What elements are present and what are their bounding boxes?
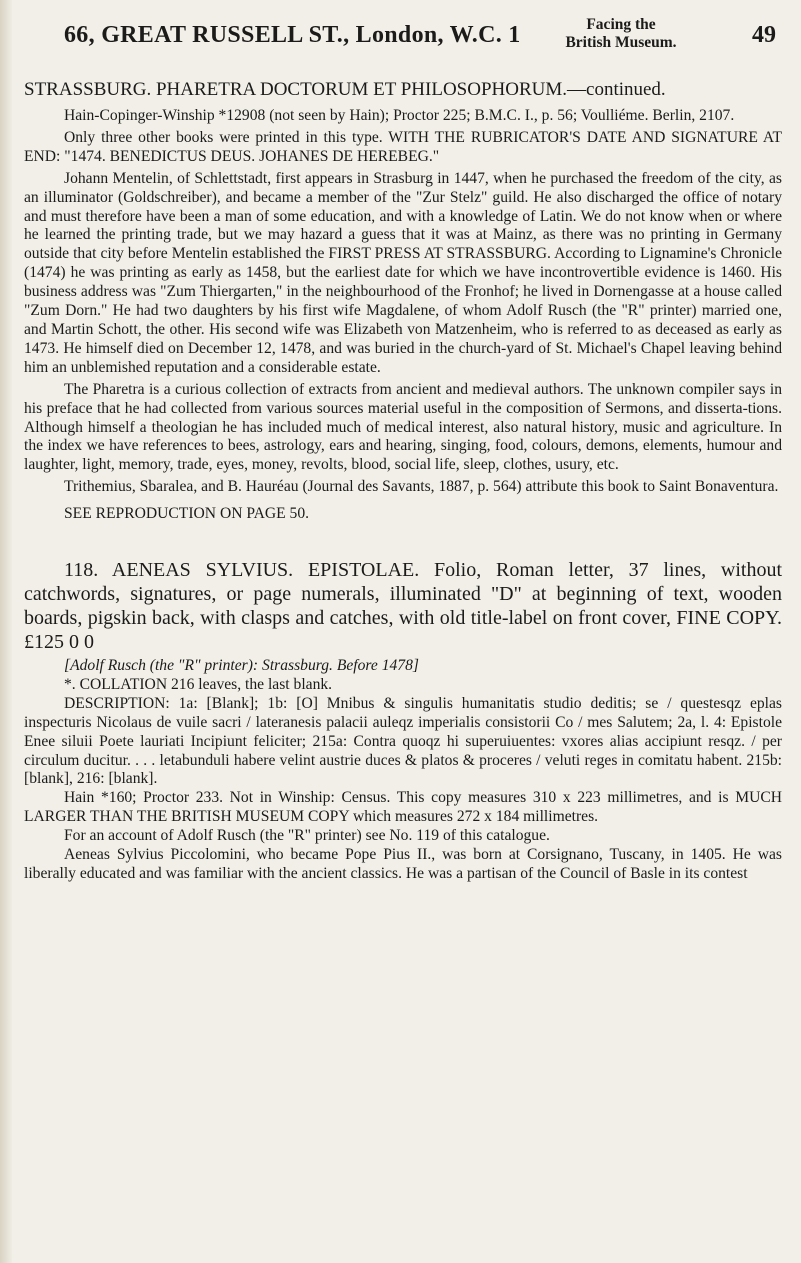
- reference-paragraph: Hain-Copinger-Winship *12908 (not seen by Hain); Proctor 225; B.M.C. I., p. 56; Voulliéme. Berlin, 2107.: [64, 107, 735, 124]
- location-note-line2: British Museum.: [565, 34, 677, 51]
- attribution-paragraph: Trithemius, Sbaralea, and B. Hauréau (Journal des Savants, 1887, p. 564) attribute this book to Saint Bonaventura.: [64, 478, 779, 496]
- page-body: [24, 79, 782, 884]
- mentelin-paragraph: Johann Mentelin, of Schlettstadt, first appears in Strasburg in 1447, when he purchased the freedom of the city, as an illuminator (Goldschreiber), and became a member of the "Zur Stelz" guild. He also discharged the office of notary and must therefore have been a man of some education, and with a knowledge of Latin. We do not know when or where he learned the printing trade, but we may hazard a guess that it was at Mainz, as there was no printing in Germany outside that city before Mentelin established the FIRST PRESS AT STRASSBURG. According to Lignamine's Chronicle (1474) he was printing as early as 1458, but the earliest date for which we have incontrovertible evidence is 1460. His business address was "Zum Thiergarten," in the neighbourhood of the Fronhof; he lived in Dornengasse at a house called "Zum Dorn." He had two daughters by his first wife Magdalene, of whom Adolf Rusch (the "R" printer) married one, and Martin Schott, the other. His second wife was Elizabeth von Matzenheim, who is referred to as deceased as early as 1473. He himself died on December 12, 1478, and was buried in the church-yard of St. Michael's Chapel leaving behind him an unblemished reputation and a considerable estate.: [24, 169, 782, 376]
- entry-account: For an account of Adolf Rusch (the "R" printer) see No. 119 of this catalogue.: [64, 827, 550, 845]
- reproduction-note: SEE REPRODUCTION ON PAGE 50.: [64, 505, 310, 523]
- section-title: STRASSBURG. PHARETRA DOCTORUM ET PHILOSOPHORUM.—continued.: [24, 79, 666, 100]
- entry-description: DESCRIPTION: 1a: [Blank]; 1b: [O] Mnibus & singulis humanitatis studio deditis; se / questesqz eplas inspecturis Nicolaus de vuile sacri / lateranesis palacii auleqz imperialis consistorii Co / mes Salutem; 2a, l. 4: Epistole Enee siluii Poete lauriati Incipiunt feliciter; 215a: Contra quoqz hi superuiuentes: vxores alias accipiunt resqz. / per circulum ducitur. . . . letabunduli habere velint austrie duces & platos & proceres / veluti reges in comitatu habent. 215b: [blank], 216: [blank].: [24, 694, 782, 788]
- entry-collation: *. COLLATION 216 leaves, the last blank.: [64, 675, 333, 693]
- entry-118-heading: 118. AENEAS SYLVIUS. EPISTOLAE. Folio, Roman letter, 37 lines, without catchwords, signatures, or page numerals, illuminated "D" at beginning of text, wooden boards, pigskin back, with clasps and catches, with old title-label on front cover, FINE COPY. £125 0 0: [24, 559, 782, 654]
- location-note: [562, 16, 680, 52]
- running-header: [64, 12, 784, 62]
- bookseller-address: 66, GREAT RUSSELL ST., London, W.C. 1: [64, 22, 521, 48]
- entry-biography: Aeneas Sylvius Piccolomini, who became Pope Pius II., was born at Corsignano, Tuscany, in 1405. He was liberally educated and was familiar with the ancient classics. He was a partisan of the Council of Basle in its contest: [24, 846, 782, 882]
- rubricator-paragraph: Only three other books were printed in this type. WITH THE RUBRICATOR'S DATE AND SIGNATURE AT END: "1474. BENEDICTUS DEUS. JOHANES DE HEREBEG.": [24, 128, 782, 165]
- entry-printer: [Adolf Rusch (the "R" printer): Strassburg. Before 1478]: [64, 657, 419, 675]
- location-note-line1: Facing the: [586, 16, 656, 33]
- page-number: 49: [752, 22, 776, 48]
- entry-references: Hain *160; Proctor 233. Not in Winship: Census. This copy measures 310 x 223 millimetres, and is MUCH LARGER THAN THE BRITISH MUSEUM COPY which measures 272 x 184 millimetres.: [24, 789, 782, 826]
- pharetra-paragraph: The Pharetra is a curious collection of extracts from ancient and medieval authors. The unknown compiler says in his preface that he had collected from various sources material useful in the composition of Sermons, and disserta-tions. Although himself a theologian he has included much of medical interest, also natural history, music and agriculture. In the index we have references to bees, astrology, ears and hearing, singing, food, colours, demons, elements, humour and laughter, light, memory, trade, eyes, money, revolts, blood, social life, sleep, clothes, usury, etc.: [24, 380, 782, 474]
